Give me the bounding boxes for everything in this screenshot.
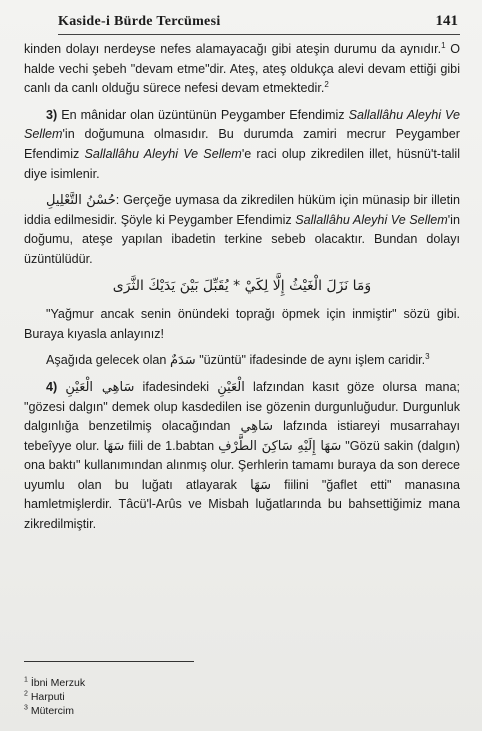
p3-text-1: : Gerçeğe uymasa da zikredilen hüküm için münasip bir illetin iddia edilmesidir. Şöyle ki Peygamber Efendimiz: [24, 193, 460, 227]
p2-text-1: En mânidar olan üzüntünün Peygamber Efendimiz: [57, 107, 349, 122]
p5-text-2: "üzüntü" ifadesinde de aynı işlem caridir.: [195, 353, 426, 368]
p1-text-a: kinden dolayı nerdeyse nefes alamayacağı gibi ateşin durumu da aynıdır.: [24, 42, 442, 56]
arabic-sahi-al-ayn: سَاهِي الْعَيْنِ: [65, 379, 135, 395]
footnote-3-text: Mütercim: [30, 705, 74, 717]
item-number-3: 3): [46, 107, 58, 122]
footnote-2-text: Harputi: [30, 691, 65, 703]
p3-honorific: Sallallâhu Aleyhi Ve Sellem: [295, 212, 448, 227]
footnote-1-number: 1: [24, 676, 28, 684]
footnote-1: [24, 676, 85, 690]
footnote-ref-1: 1: [441, 40, 446, 50]
arabic-saha-2: سَهَا: [250, 477, 271, 493]
footnote-1-text: İbni Merzuk: [30, 677, 86, 689]
page-number: 141: [435, 13, 458, 29]
item-number-4: 4): [46, 379, 58, 394]
p6-text-6: fiilini "ğaflet etti" manasına hamletmişlerdir. Tâcü'l-Arûs ve Misbah luğatlarında bu bahsettiğimiz mana zikredilmiştir.: [24, 477, 460, 532]
paragraph-4: "Yağmur ancak senin önündeki toprağı öpmek için inmiştir" sözü gibi. Buraya kıyasla anlayınız!: [24, 307, 460, 341]
p6-text-4: fiili de 1.babtan: [124, 438, 219, 453]
arabic-saha-1: سَهَا: [103, 438, 125, 454]
p6-text-1: ifadesindeki: [134, 379, 218, 394]
book-title: Kaside-i Bürde Tercümesi: [58, 14, 221, 29]
footnotes: [24, 676, 85, 718]
arabic-verse: وَمَا نَزَلَ الْغَيْثُ إِلَّا لِكَيْ * يُقَبِّلَ بَيْنَ يَدَيْكَ الثَّرَى: [112, 277, 372, 294]
p1-text-b: O halde vechi şebeh "devam etme"dir. Ateş, ateş oldukça alevi devam ettiği gibi canlı da canlı olduğu sürece nefesi devam etmektedir.: [24, 42, 460, 96]
footnote-2-number: 2: [24, 690, 28, 698]
p6-text-2: lafzından kasıt göze olursa mana; "gözesi dalgın" demek olup kasdedilen ise gözenin durgunluğudur. Durgunluk dalgınlığa benzetilmiş olacağından: [24, 379, 460, 434]
arabic-term-sadam: سَدَمٌ: [169, 353, 196, 369]
paragraph-2: [24, 106, 460, 184]
footnote-ref-2: 2: [324, 80, 329, 89]
footnote-divider: [24, 661, 194, 662]
p6-text-5: "Gözü sakin (dalgın) ona baktı" kullanımından alınmış olur. Şerhlerin tamamı buraya da son derece uyumlu olan bu luğatı atlayarak: [24, 438, 460, 492]
arabic-sahi: سَاهِي: [240, 419, 273, 435]
footnote-ref-3: 3: [425, 352, 430, 362]
footnote-3-number: 3: [24, 704, 28, 712]
p2-text-2: 'in doğumuna olmasıdır. Bu durumda zamiri mecrur Peygamber Efendimiz: [24, 127, 460, 161]
arabic-saha-ilayhi: سَهَا إِلَيْهِ سَاكِنَ الطَّرْفِ: [218, 438, 342, 454]
paragraph-3: [24, 191, 460, 269]
footnote-3: [24, 704, 85, 718]
paragraph-6: [24, 378, 460, 535]
p6-text-3: lafzında istiareyi musarrahayı tebeîyye olur.: [24, 419, 460, 453]
paragraph-5: [24, 351, 460, 371]
arabic-al-ayn: الْعَيْنِ: [217, 379, 245, 395]
p2-text-3: 'e raci olup zikredilen illet, hüsnü't-talil diye isimlenir.: [24, 146, 461, 181]
p3-text-2: 'in doğumu, ateşe yapılan ibadetin terkine sebeb olacaktır. Bundan dolayı üzüntülüdür.: [24, 212, 460, 266]
arabic-term-husn-tatil: حُسْنُ التَّعْلِيلِ: [46, 193, 116, 209]
page-body: [24, 40, 460, 542]
p2-honorific-1: Sallallâhu Aleyhi Ve Sellem: [24, 107, 460, 142]
paragraph-1: [24, 40, 460, 99]
p5-text-1: Aşağıda gelecek olan: [46, 353, 170, 368]
p2-honorific-2: Sallallâhu Aleyhi Ve Sellem: [84, 146, 242, 161]
running-header: [58, 8, 460, 35]
footnote-2: [24, 690, 85, 704]
